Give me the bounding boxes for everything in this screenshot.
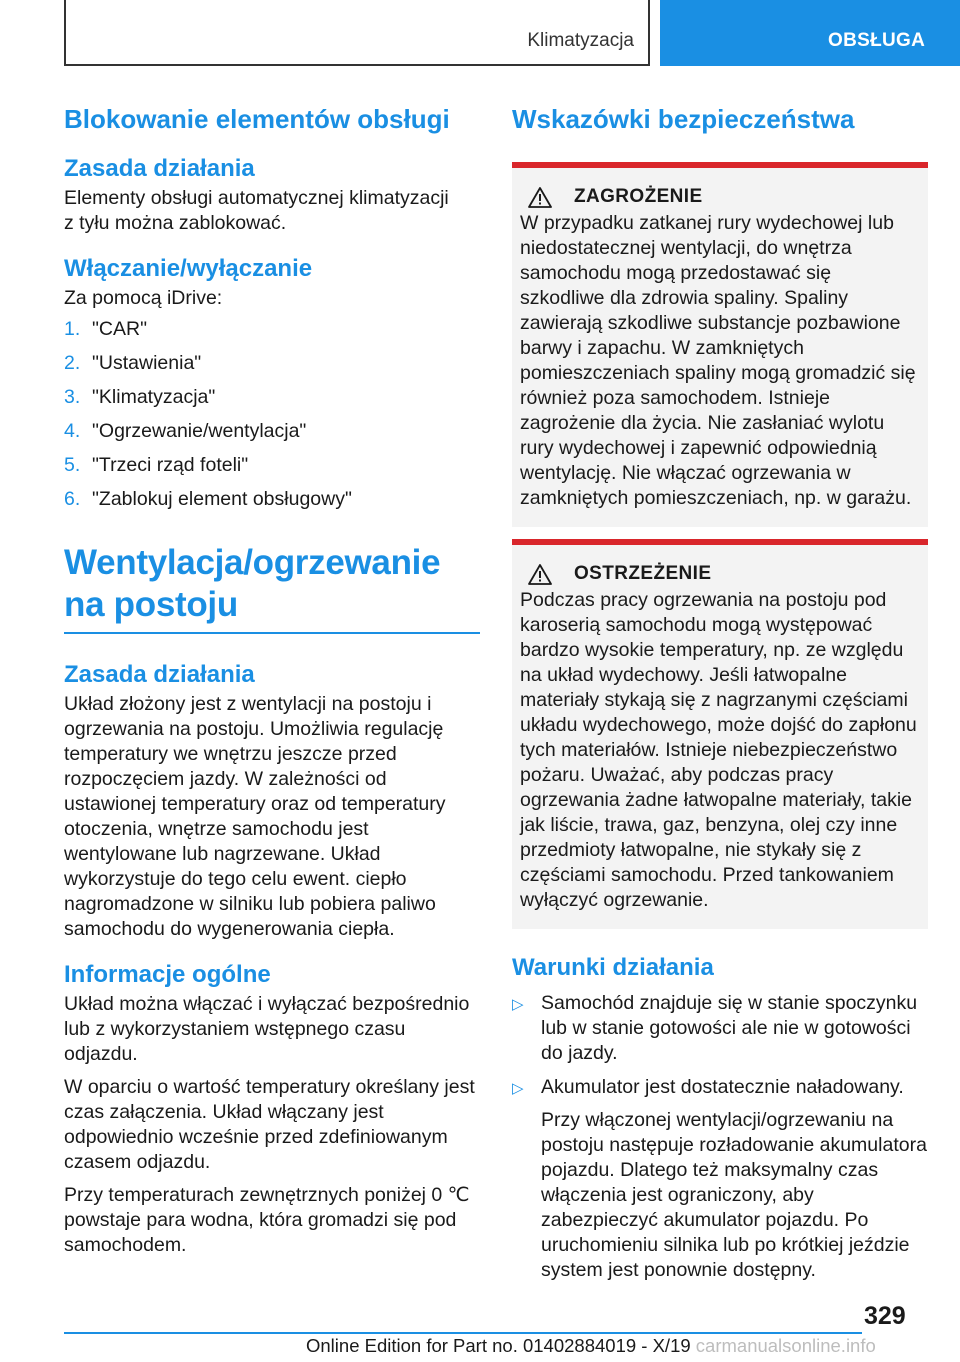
triangle-bullet-icon: ▷ [512, 996, 524, 1013]
step-text: "Klimatyzacja" [92, 386, 216, 408]
danger-text: W przypadku zatkanej rury wydechowej lub niedostatecznej wentylacji, do wnętrza samochodu mogą przedostawać się szkodliwe dla zdrowia spaliny. Spaliny zawierają szkodliwe substancje pozbawione barwy i zapachu. W zamkniętych pomieszczeniach spaliny mogą gromadzić się również poza samochodem. Istnieje zagrożenie dla życia. Nie zasłaniać wylotu rury wydechowej i zapewnić odpowiednią wentylację. Nie włączać ogrzewania w zamkniętych pomieszczeniach, np. w garażu. [520, 212, 916, 509]
parking-principle-text: Układ złożony jest z wentylacji na postoju i ogrzewania na postoju. Umożliwia regulację temperatury we wnętrzu jeszcze przed rozpoczęciem jazdy. W zależności od ustawionej temperatury oraz od temperatury otoczenia, wnętrze samochodu jest wentylowane lub nagrzewane. Układ wykorzystuje do tego celu ewent. ciepło nagromadzone w silniku lub pobiera paliwo samochodu do wygenerowania ciepła. [64, 693, 446, 940]
step-text: "Ustawienia" [92, 352, 202, 374]
step-number: 1. [64, 318, 81, 340]
warning-triangle-icon [528, 186, 552, 208]
general-info-title: Informacje ogólne [64, 961, 271, 988]
step-text: "Trzeci rząd foteli" [92, 454, 249, 476]
step-item [64, 317, 480, 342]
header-chapter-box [64, 0, 650, 66]
parking-principle-title: Zasada działania [64, 661, 255, 688]
step-number: 5. [64, 454, 81, 476]
section-tab-label: OBSŁUGA [828, 30, 926, 51]
parking-section-title: Wentylacja/ogrzewanie na postoju [64, 542, 480, 634]
step-text: "Zablokuj element obsługowy" [92, 488, 352, 510]
lock-principle-title: Zasada działania [64, 155, 255, 182]
chapter-title: Klimatyzacja [527, 30, 634, 51]
onoff-intro: Za pomocą iDrive: [64, 287, 223, 309]
lock-principle-text: Elementy obsługi automatycznej klimatyzacji z tyłu można zablokować. [64, 187, 449, 234]
danger-box [512, 162, 928, 527]
safety-title: Wskazówki bezpieczeństwa [512, 104, 855, 134]
section-tab [660, 0, 960, 66]
edition-text: Online Edition for Part no. 01402884019 - X/19 [306, 1335, 691, 1356]
left-column [64, 100, 480, 1258]
onoff-title: Włączanie/wyłączanie [64, 255, 313, 282]
right-column [512, 100, 928, 1292]
condition-text: Akumulator jest dostatecznie naładowany. [541, 1076, 904, 1098]
warning-header [528, 563, 920, 585]
lock-section-title: Blokowanie elementów obsługi [64, 104, 450, 134]
step-item [64, 351, 480, 376]
step-item [64, 419, 480, 444]
warning-triangle-icon [528, 563, 552, 585]
warning-box [512, 539, 928, 929]
general-info-p1: Układ można włączać i wyłączać bezpośrednio lub z wykorzystaniem wstępnego czasu odjazdu. [64, 993, 470, 1065]
condition-note: Przy włączonej wentylacji/ogrzewaniu na postoju następuje rozładowanie akumulatora pojazdu. Dlatego też maksymalny czas włączenia jest ograniczony, aby zabezpieczyć akumulator pojazdu. Po uruchomieniu silnika lub po krótkiej jeździe system jest ponownie dostępny. [541, 1109, 927, 1281]
page-number: 329 [864, 1302, 906, 1330]
condition-text: Samochód znajduje się w stanie spoczynku lub w stanie gotowości ale nie w gotowości do jazdy. [541, 992, 918, 1064]
step-number: 2. [64, 352, 81, 374]
general-info-p3: Przy temperaturach zewnętrznych poniżej 0 ℃ powstaje para wodna, która gromadzi się pod samochodem. [64, 1184, 470, 1256]
conditions-title: Warunki działania [512, 954, 714, 981]
step-text: "CAR" [92, 318, 148, 340]
warning-label: OSTRZEŻENIE [574, 563, 712, 584]
watermark: carmanualsonline.info [695, 1335, 876, 1356]
conditions-list [512, 991, 928, 1283]
step-item [64, 385, 480, 410]
step-number: 6. [64, 488, 81, 510]
condition-item [512, 991, 928, 1066]
condition-item [512, 1075, 928, 1283]
footer-divider [64, 1332, 862, 1334]
triangle-bullet-icon: ▷ [512, 1080, 524, 1097]
idrive-steps [64, 317, 480, 512]
danger-label: ZAGROŻENIE [574, 186, 703, 207]
step-text: "Ogrzewanie/wentylacja" [92, 420, 307, 442]
step-number: 3. [64, 386, 81, 408]
danger-header [528, 186, 920, 208]
step-number: 4. [64, 420, 81, 442]
step-item [64, 453, 480, 478]
warning-text: Podczas pracy ogrzewania na postoju pod karoserią samochodu mogą występować bardzo wysokie temperatury, np. ze względu na układ wydechowy. Jeśli łatwopalne materiały stykają się z nagrzanymi częściami układu wydechowego, może dojść do zapłonu tych materiałów. Istnieje niebezpieczeństwo pożaru. Uważać, aby podczas pracy ogrzewania żadne łatwopalne materiały, takie jak liście, trawa, gaz, benzyna, olej czy inne przedmioty łatwopalne, nie stykały się z częściami samochodu. Przed tankowaniem wyłączyć ogrzewanie. [520, 589, 917, 911]
general-info-p2: W oparciu o wartość temperatury określany jest czas załączenia. Układ włączany jest odpowiednio wcześnie przed zdefiniowanym czasem odjazdu. [64, 1076, 475, 1173]
footer-text [306, 1335, 876, 1357]
step-item [64, 487, 480, 512]
